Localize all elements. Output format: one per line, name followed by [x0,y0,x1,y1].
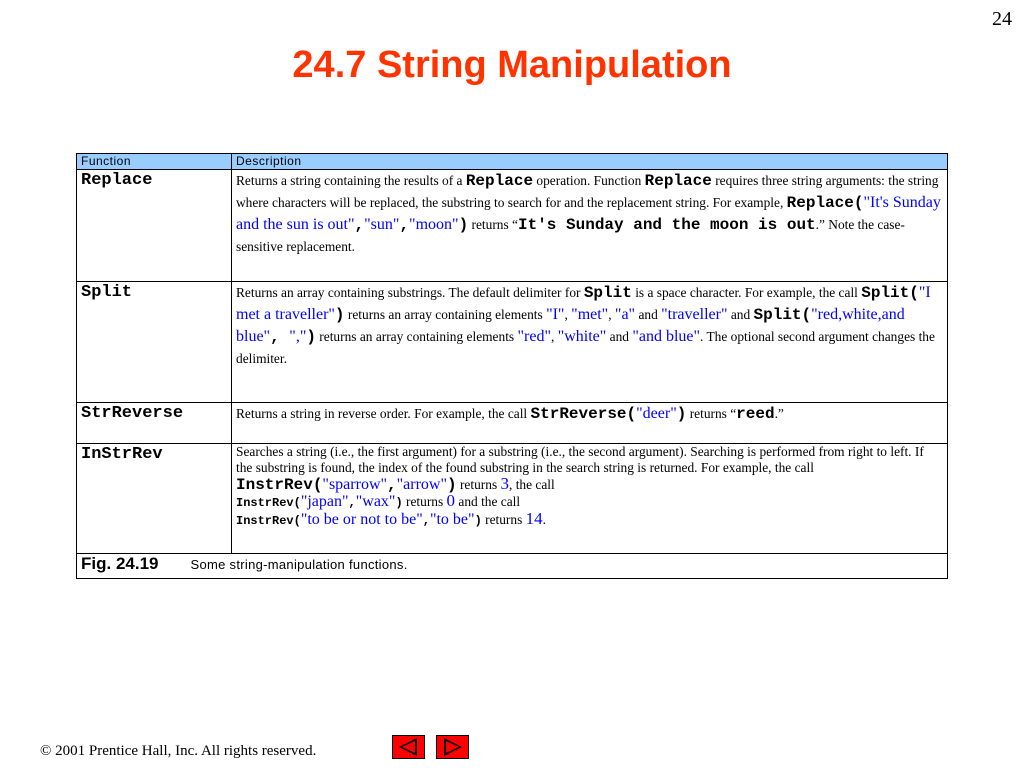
code-text: InstrRev( [236,476,323,494]
string-literal: "wax" [355,493,396,510]
description-text: returns “ [686,406,737,421]
code-text: , [399,216,410,234]
description-text: Returns a string containing the results of a [236,173,466,188]
description-text: , [550,329,558,344]
table-row [77,403,948,444]
description-text: , [608,307,615,322]
numeric-result: 0 [446,491,456,510]
description-text: Returns a string in reverse order. For example, the call [236,406,531,421]
code-text: InstrRev( [236,496,301,510]
string-literal: "," [289,328,307,345]
figure-caption-text: Some string-manipulation functions. [190,557,408,572]
header-function: Function [77,154,232,170]
description-text: returns an array containing elements [344,307,547,322]
string-literal: "sun" [364,216,400,233]
code-text: , [422,514,430,528]
string-literal: "to be" [429,511,475,528]
function-name: Split [77,282,232,403]
code-text: ) [474,514,482,528]
copyright-footer: © 2001 Prentice Hall, Inc. All rights reserved. [40,743,317,759]
string-literal: "I" [546,306,565,323]
string-literal: "arrow" [396,476,448,493]
function-description [232,170,948,282]
code-text: ) [395,496,403,510]
string-literal: "red,white,and blue" [236,306,905,345]
code-text: Split( [753,306,812,324]
string-literal: "I met a traveller" [236,284,931,323]
string-literal: "traveller" [661,306,728,323]
code-text: ) [306,328,316,346]
function-name: Replace [77,170,232,282]
string-literal: "moon" [409,216,459,233]
string-literal: "red" [517,328,551,345]
function-description [232,403,948,444]
description-text: returns an array containing elements [315,329,518,344]
code-text: InstrRev( [236,514,301,528]
string-literal: "a" [614,306,636,323]
code-text: ) [676,405,687,423]
next-slide-button[interactable] [436,735,469,759]
table-row [77,444,948,554]
left-triangle-icon [393,736,424,758]
string-literal: "to be or not to be" [300,511,423,528]
slide-title: 24.7 String Manipulation [292,44,732,86]
description-text: . [542,512,547,527]
code-text: , [348,496,356,510]
code-text: Replace( [786,194,864,212]
code-text: Replace [465,172,534,190]
numeric-result: 3 [500,474,510,493]
figure-caption [77,554,948,579]
description-text: Searches a string (i.e., the first argument) for a substring (i.e., the second argument). Searching is performed from right to left. If the substring is found, the index of the found substring in the search string is returned. For example, the call [236,444,924,475]
code-text: ) [458,216,469,234]
string-literal: "It's Sunday and the sun is out" [236,194,941,233]
string-literal: "sparrow" [322,476,388,493]
string-literal: "japan" [300,493,349,510]
header-description: Description [232,154,948,170]
description-text: returns “ [468,217,518,232]
description-text: .” [774,406,784,421]
function-description [232,282,948,403]
code-text: Replace [644,172,712,190]
description-text: and [635,307,662,322]
description-text: returns [456,477,501,492]
code-text: Split( [861,284,919,302]
string-literal: "and blue" [632,328,701,345]
description-text: , [564,307,572,322]
previous-slide-button[interactable] [392,735,425,759]
description-text: is a space character. For example, the call [631,285,862,300]
code-text: Split [583,284,632,302]
code-text: ) [447,476,457,494]
function-description [232,444,948,554]
description-text: and [727,307,754,322]
description-text: Returns an array containing substrings. The default delimiter for [236,285,584,300]
description-text: and [606,329,633,344]
numeric-result: 14 [525,509,543,528]
description-text: returns [402,494,447,509]
table-header-row [77,154,948,170]
figure-label: Fig. 24.19 [81,554,159,573]
code-text: reed [736,405,775,423]
right-triangle-icon [437,736,468,758]
description-text: returns [481,512,526,527]
description-text: requires three string arguments: the string where characters will be replaced, the substring to search for and the replacement string. For example, [236,173,939,210]
function-name: StrReverse [77,403,232,444]
code-text: StrReverse( [530,405,637,423]
string-functions-table [76,153,948,579]
string-literal: "white" [557,328,607,345]
code-text: , [354,216,365,234]
table-row [77,170,948,282]
string-literal: "met" [571,306,609,323]
page-number: 24 [992,8,1012,30]
description-text: operation. Function [533,173,645,188]
string-literal: "deer" [636,405,677,422]
description-text: . The optional second argument changes the delimiter. [236,329,935,366]
function-name: InStrRev [77,444,232,554]
description-text: and the call [455,494,521,509]
table-caption-row [77,554,948,579]
code-text: , [270,328,290,346]
code-text: It's Sunday and the moon is out [518,216,816,234]
table-row [77,282,948,403]
description-text: , the call [509,477,555,492]
description-text: .” Note the case-sensitive replacement. [236,217,905,254]
code-text: , [387,476,397,494]
code-text: ) [334,306,345,324]
